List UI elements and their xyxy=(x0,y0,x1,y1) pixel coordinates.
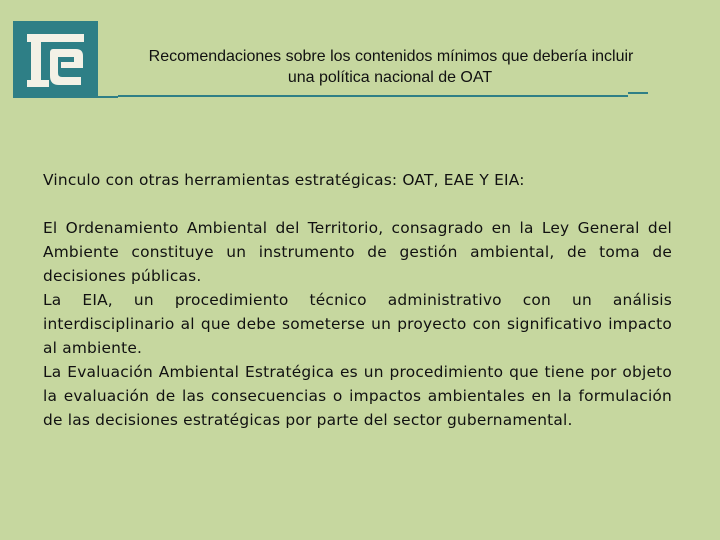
slide-body xyxy=(43,168,672,432)
logo xyxy=(13,21,98,98)
logo-e-icon xyxy=(13,21,98,98)
title-underline xyxy=(56,96,118,98)
slide-title-line-2: una política nacional de OAT xyxy=(287,69,493,86)
slide-title xyxy=(104,46,678,88)
section-heading: Vinculo con otras herramientas estratégicas: OAT, EAE Y EIA: xyxy=(43,171,525,189)
paragraph-eia: La EIA, un procedimiento técnico administrativo con un análisis interdisciplinario al que debe someterse un proyecto con significativo impacto al ambiente. xyxy=(43,291,672,357)
slide-title-line-1: Recomendaciones sobre los contenidos mínimos que debería incluir xyxy=(148,48,634,65)
title-underline xyxy=(628,92,648,94)
paragraph-eae: La Evaluación Ambiental Estratégica es un procedimiento que tiene por objeto la evaluación de las consecuencias o impactos ambientales en la formulación de las decisiones estratégicas por parte del sector gubernamental. xyxy=(43,363,672,429)
paragraph-oat: El Ordenamiento Ambiental del Territorio, consagrado en la Ley General del Ambiente constituye un instrumento de gestión ambiental, de toma de decisiones públicas. xyxy=(43,219,672,285)
title-underline xyxy=(118,95,628,97)
